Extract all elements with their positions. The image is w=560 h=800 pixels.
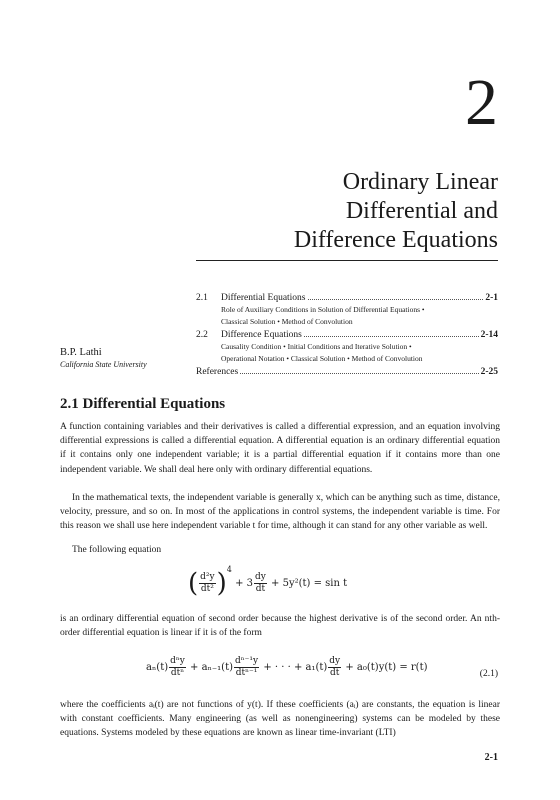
equation-left-paren: ( [188,568,199,599]
toc-entry-title: References [196,367,239,377]
toc-subtopics: Operational Notation • Classical Solution • Method of Convolution [221,354,423,363]
toc-subtopics: Role of Auxiliary Conditions in Solution of Differential Equations • [221,305,425,314]
toc-subtopics: Causality Condition • Initial Conditions and Iterative Solution • [221,342,412,351]
toc-entry-page: 2-1 [485,293,498,303]
equation-right-paren: ) [216,568,227,599]
author-name: B.P. Lathi [60,347,102,358]
section-heading: 2.1 Differential Equations [60,396,226,412]
paragraph: In the mathematical texts, the independent variable is generally x, which can be anything such as time, distance, velocity, pressure, and so on. In most of the applications in control systems, the independent variable is time. For this reason we shall use here independent variable t for time, although it can stand for any other variable as well. [60,493,500,532]
equation-fraction [254,572,267,595]
equation-term: + 5y²(t) = sin t [271,578,348,589]
toc-entry-page: 2-14 [480,330,498,340]
paragraph: is an ordinary differential equation of second order because the highest derivative is of the second order. An nth-order differential equation is linear if it is of the form [60,614,500,639]
equation-fraction [169,656,186,679]
toc-entry-number: 2.1 [196,293,208,303]
fraction-numerator: dy [254,572,266,582]
fraction-numerator: dⁿy [170,656,185,666]
equation-exponent: 4 [226,565,232,574]
fraction-numerator: dy [329,656,341,666]
equation-second-order [188,565,347,599]
chapter-title-line-2: Differential and [345,198,498,224]
equation-term: + 3 [235,578,253,589]
paragraph: The following equation [72,545,162,555]
fraction-denominator: dt [255,584,266,594]
toc-entry-title: Difference Equations [221,330,302,340]
equation-number: (2.1) [479,669,498,679]
fraction-denominator: dtⁿ⁻¹ [235,668,258,678]
equation-fraction [234,656,259,679]
chapter-title-line-3: Difference Equations [293,227,498,253]
chapter-toc [196,291,498,378]
equation-term: aₙ(t) [146,662,169,673]
toc-leader-dots [308,291,484,300]
author-affiliation: California State University [60,360,147,369]
equation-fraction [199,572,215,595]
chapter-title [198,168,498,255]
equation-term: + · · · + a₁(t) [263,662,328,673]
toc-leader-dots [240,365,478,374]
equation-linear-ode [146,656,428,679]
fraction-numerator: dⁿ⁻¹y [235,656,259,666]
fraction-denominator: dt² [200,584,214,594]
fraction-denominator: dt [330,668,340,678]
toc-entry[interactable] [196,365,498,378]
chapter-title-rule [196,260,498,261]
equation-term: + aₙ₋₁(t) [190,662,234,673]
toc-leader-dots [304,328,479,337]
toc-subtopics: Classical Solution • Method of Convolution [221,317,353,326]
toc-entry-page: 2-25 [480,367,498,377]
paragraph: where the coefficients aᵢ(t) are not functions of y(t). If these coefficients (aᵢ) are constants, the equation is linear with constant coefficients. Many engineering (as well as nonengineering) systems can be modeled by these equations. Systems modeled by these equations are known as linear time-invariant (LTI) [60,700,500,739]
paragraph: A function containing variables and their derivatives is called a differential expression, and an equation involving differential expressions is called a differential equation. A differential equation is an ordinary differential equation if it contains only one independent variable; it is a partial differential equation if it contains more than one independent variable. We shall deal here only with ordinary differential equations. [60,422,500,475]
toc-entry-number: 2.2 [196,330,208,340]
fraction-numerator: d²y [200,572,215,582]
toc-entry[interactable] [196,291,498,304]
equation-fraction [328,656,341,679]
page-number: 2-1 [484,752,498,763]
toc-entry-title: Differential Equations [221,293,306,303]
fraction-denominator: dtⁿ [170,668,185,678]
chapter-number: 2 [465,66,498,139]
toc-entry[interactable] [196,328,498,341]
chapter-title-line-1: Ordinary Linear [342,169,498,195]
equation-term: + a₀(t)y(t) = r(t) [345,662,428,673]
